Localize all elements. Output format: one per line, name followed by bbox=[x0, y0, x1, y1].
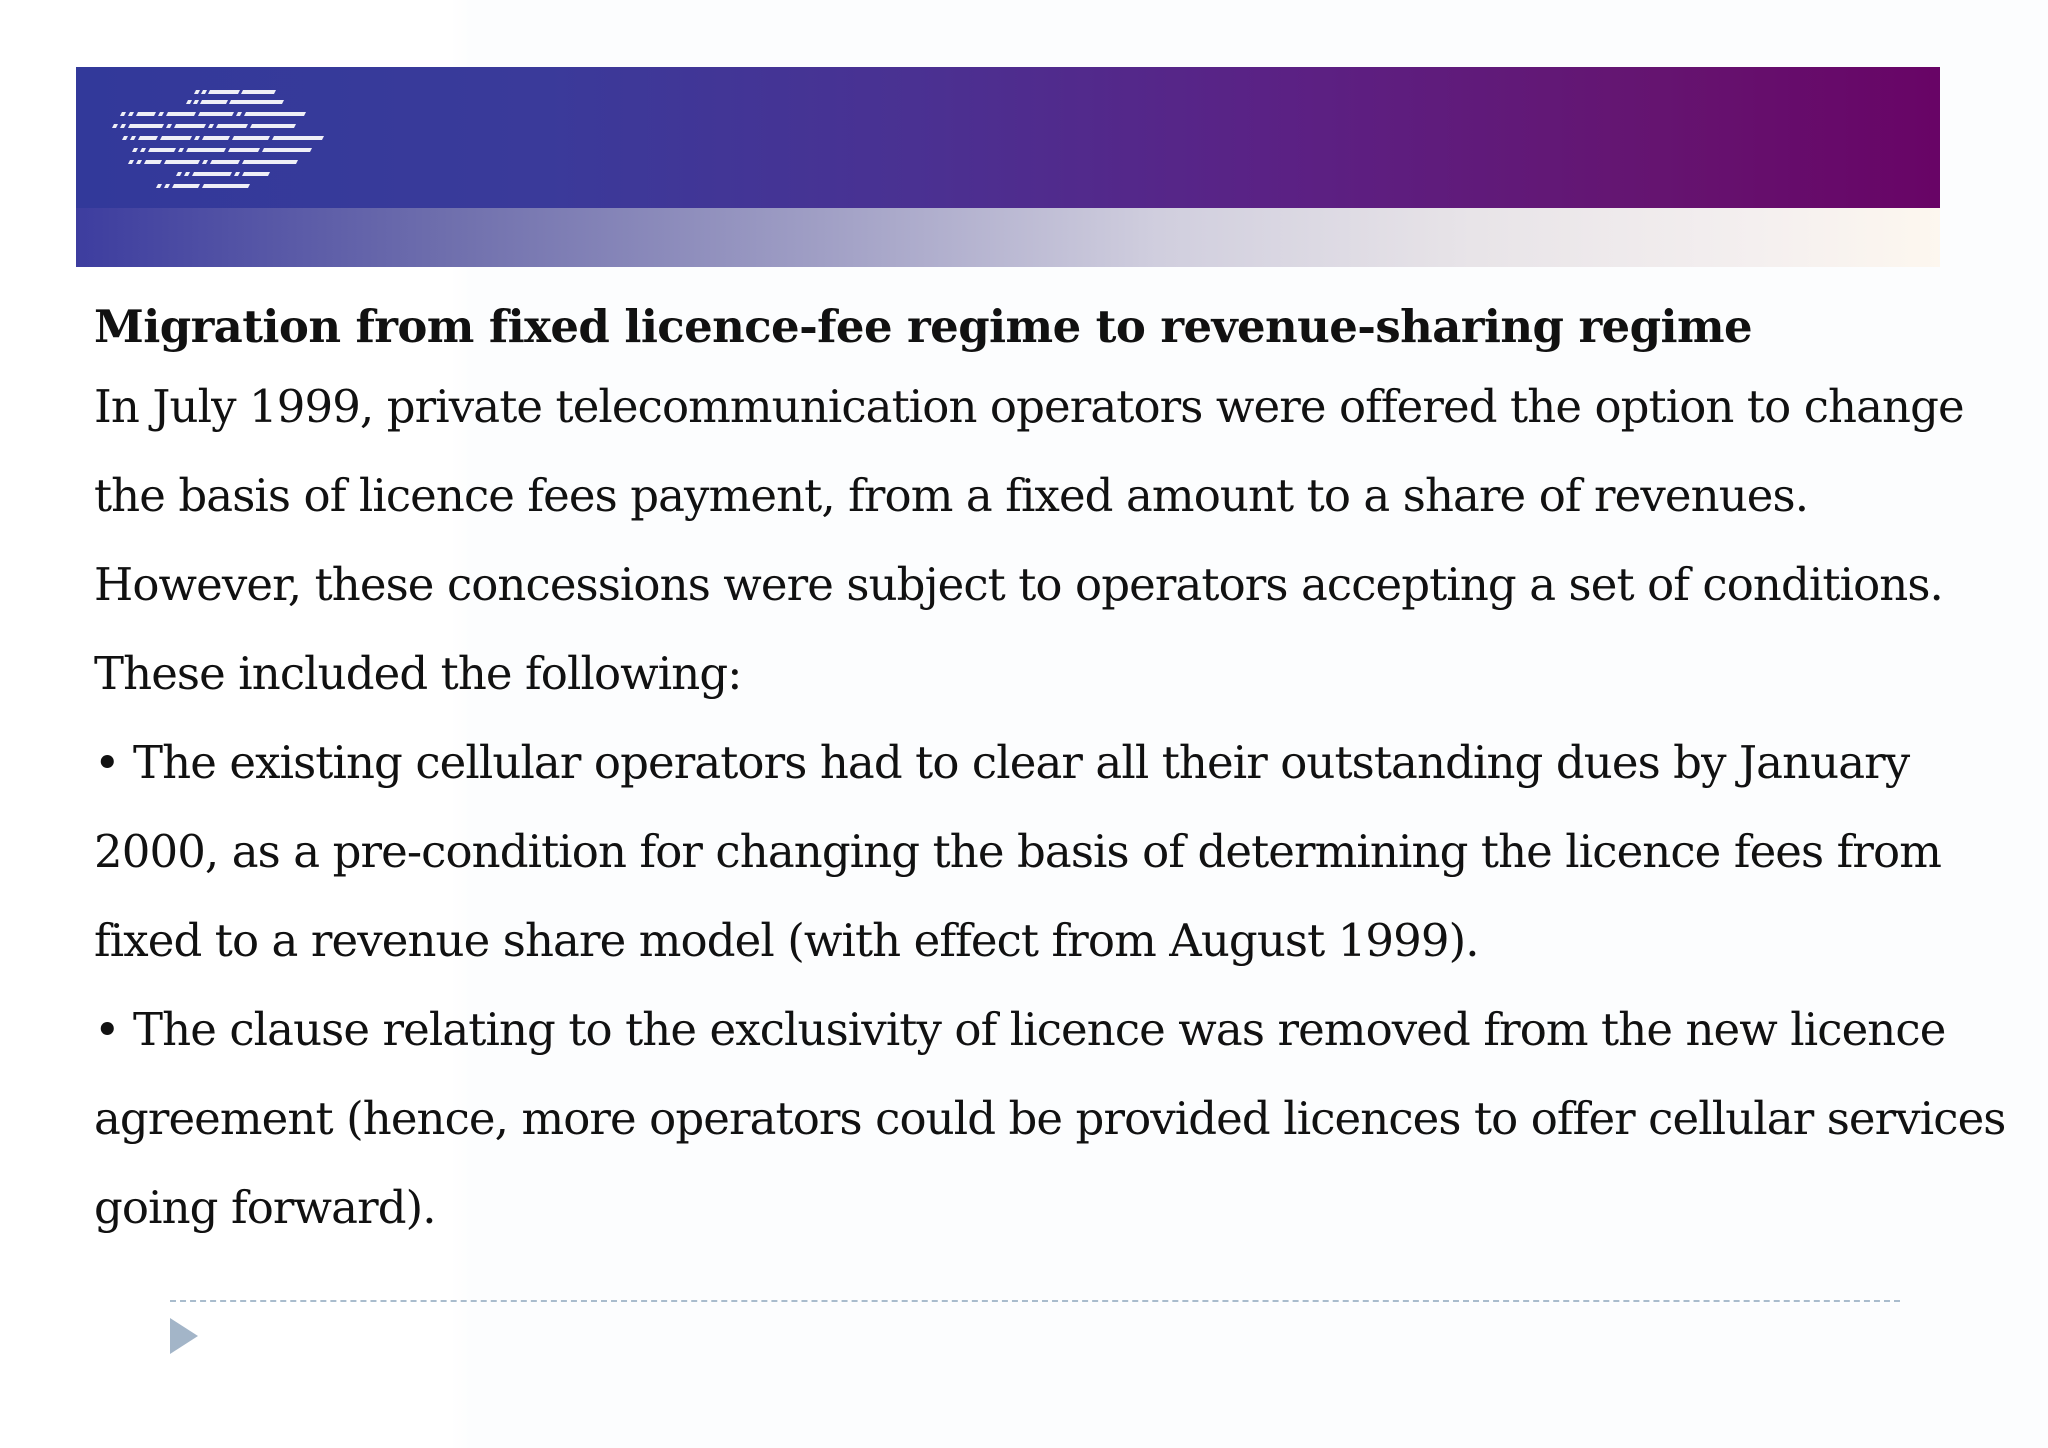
body-line: fixed to a revenue share model (with effect from August 1999). bbox=[94, 914, 1479, 967]
bullet-line: • The existing cellular operators had to clear all their outstanding dues by January bbox=[94, 736, 1910, 789]
banner-gradient-top bbox=[76, 67, 1940, 208]
bullet-line: • The clause relating to the exclusivity of licence was removed from the new licence bbox=[94, 1003, 1946, 1056]
body-line: In July 1999, private telecommunication operators were offered the option to change bbox=[94, 380, 1964, 433]
footer-divider bbox=[170, 1300, 1900, 1302]
slide-content bbox=[94, 292, 2006, 1252]
body-line: the basis of licence fees payment, from a fixed amount to a share of revenues. bbox=[94, 469, 1809, 522]
body-line: 2000, as a pre-condition for changing the basis of determining the licence fees from bbox=[94, 825, 1941, 878]
striped-logo-icon bbox=[100, 84, 340, 204]
body-line: These included the following: bbox=[94, 647, 742, 700]
body-line: going forward). bbox=[94, 1181, 436, 1234]
play-arrow-icon[interactable] bbox=[170, 1318, 198, 1354]
body-line: agreement (hence, more operators could be provided licences to offer cellular services bbox=[94, 1092, 2006, 1145]
slide-title: Migration from fixed licence-fee regime to revenue-sharing regime bbox=[94, 300, 1752, 353]
body-line: However, these concessions were subject to operators accepting a set of conditions. bbox=[94, 558, 1943, 611]
banner-gradient-bottom bbox=[76, 208, 1940, 267]
header-banner bbox=[76, 67, 1940, 267]
